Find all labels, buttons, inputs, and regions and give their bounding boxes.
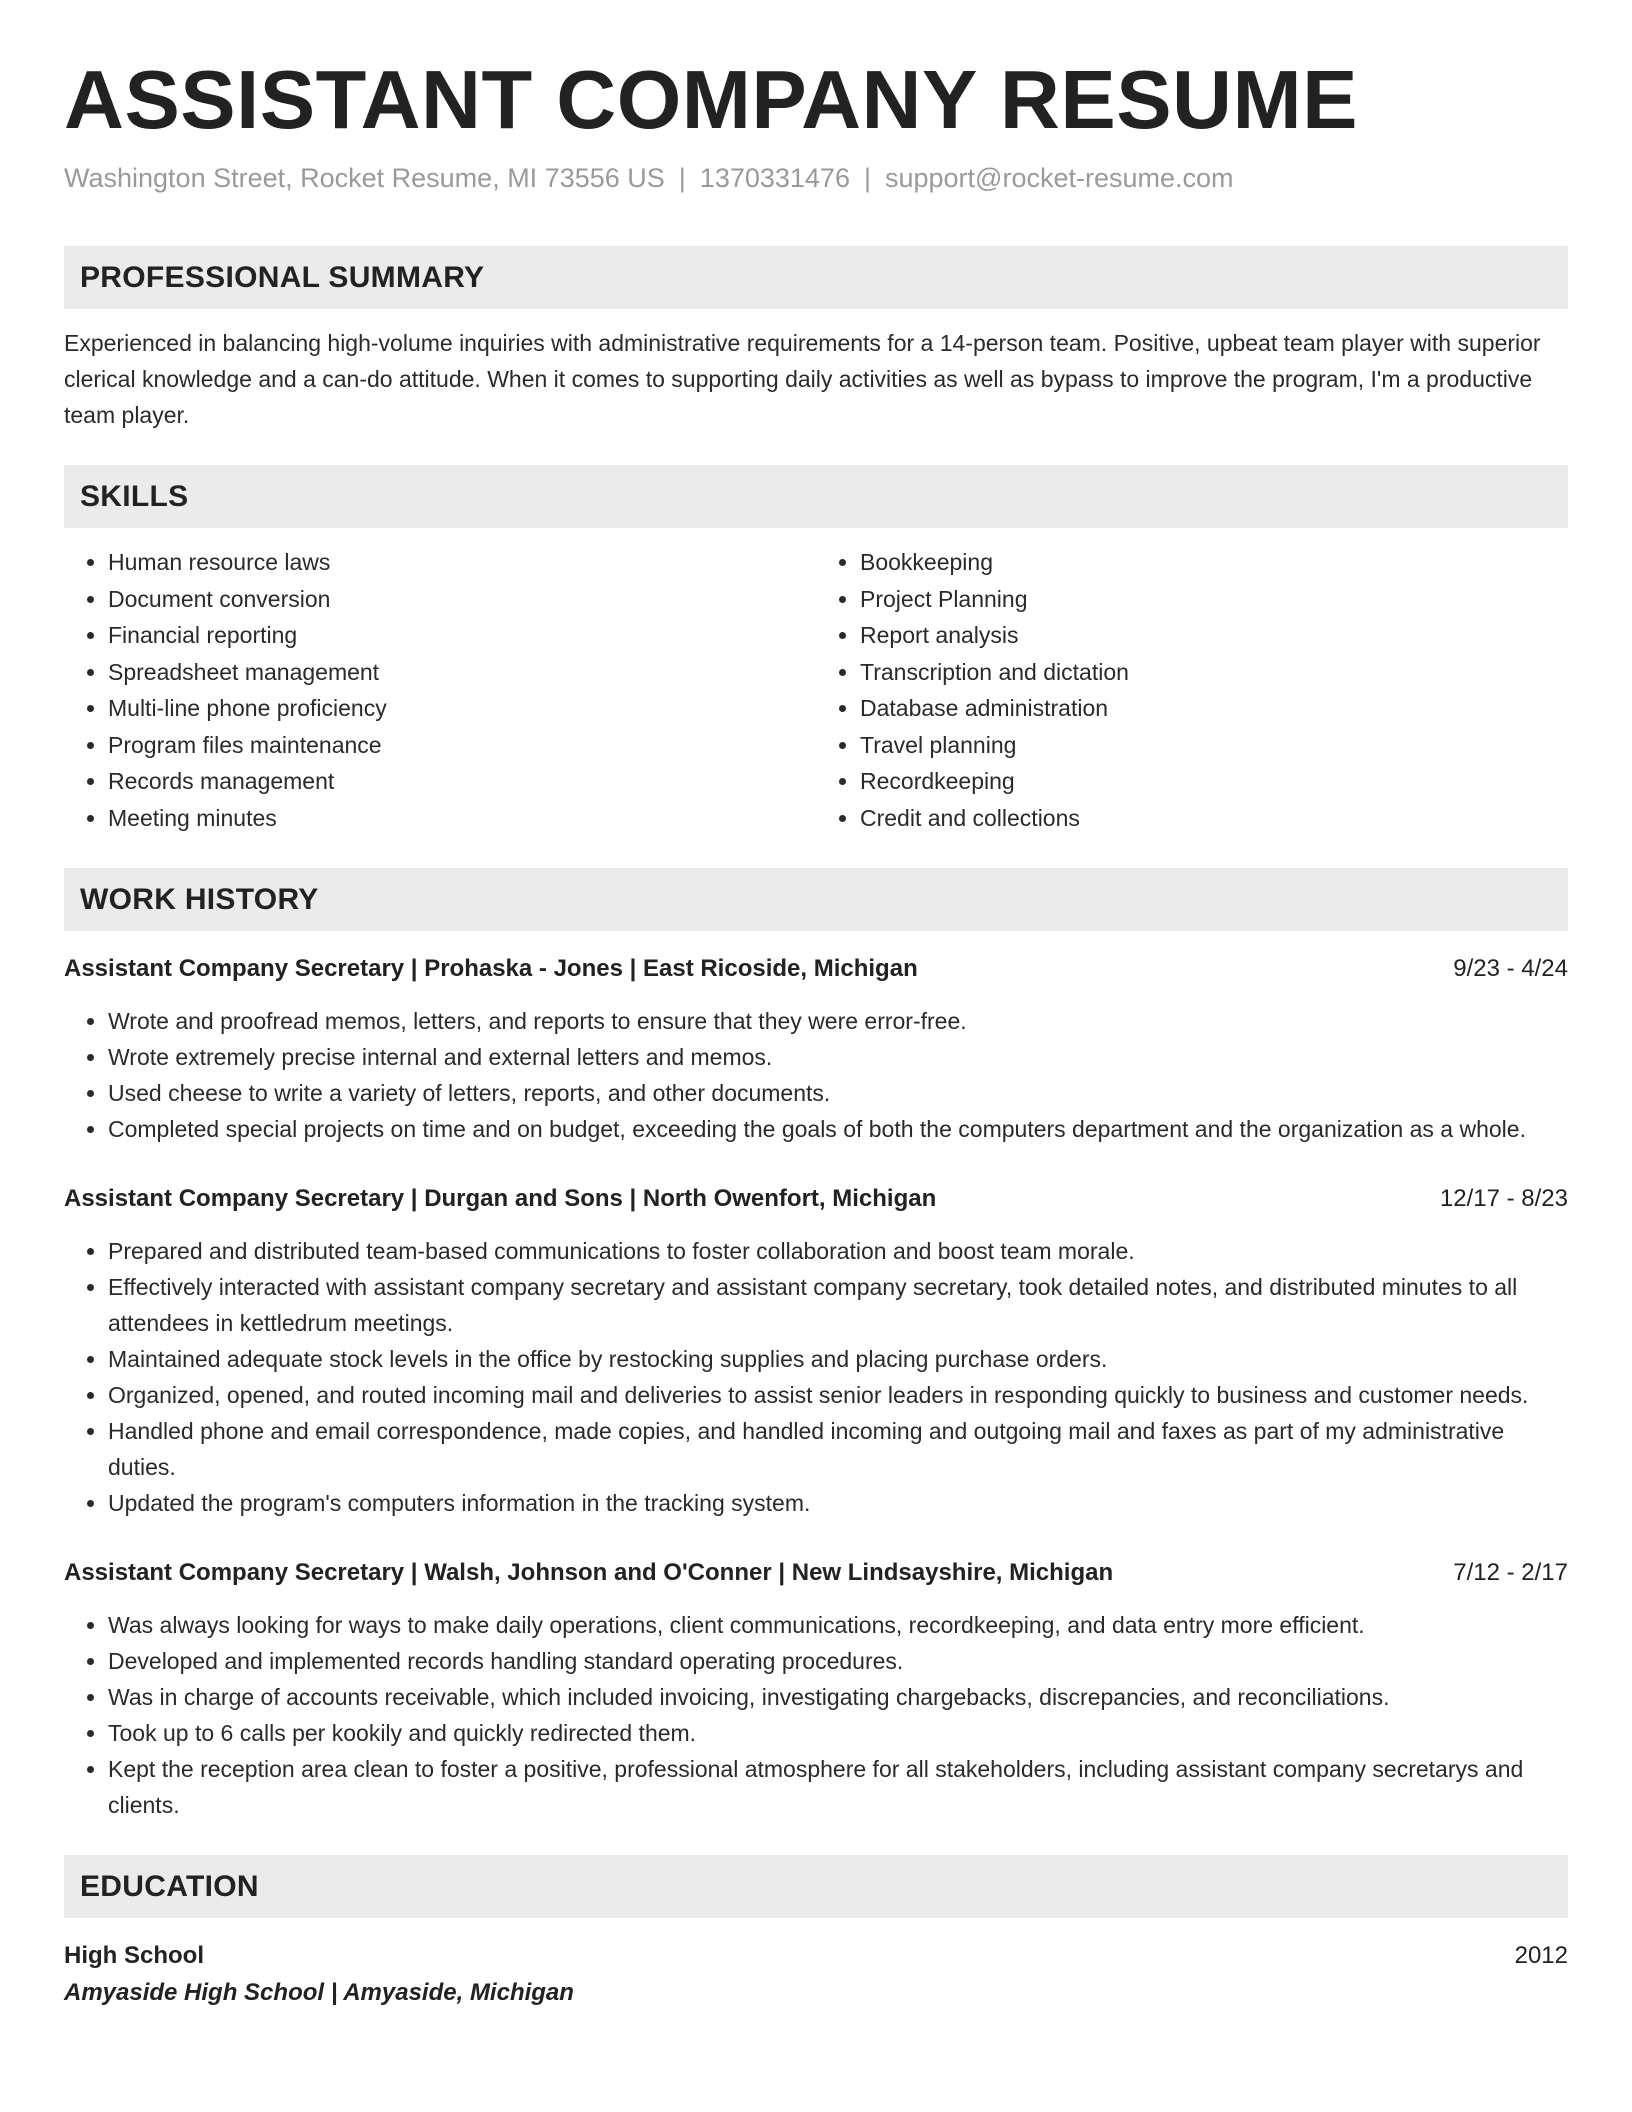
- skill-item: • Transcription and dictation: [860, 654, 1568, 691]
- skill-item: • Multi-line phone proficiency: [108, 690, 816, 727]
- skill-item: • Spreadsheet management: [108, 654, 816, 691]
- contact-address: Washington Street, Rocket Resume, MI 73556 US: [64, 163, 665, 194]
- job-bullet: • Was in charge of accounts receivable, which included invoicing, investigating chargebacks, discrepancies, and reconciliations.: [108, 1679, 1568, 1715]
- education-degree: High School: [64, 1942, 204, 1970]
- contact-separator: |: [863, 163, 871, 194]
- skill-item: • Bookkeeping: [860, 544, 1568, 581]
- summary-text: Experienced in balancing high-volume inquiries with administrative requirements for a 14-person team. Positive, upbeat team player with superior clerical knowledge and a can-do attitude. When it comes to supporting daily activities as well as bypass to improve the program, I'm a productive team player.: [64, 330, 1541, 429]
- skill-item: • Meeting minutes: [108, 800, 816, 837]
- skill-item: • Human resource laws: [108, 544, 816, 581]
- job-entry: [64, 1181, 1568, 1521]
- contact-separator: |: [678, 163, 686, 194]
- job-bullet: • Kept the reception area clean to foster a positive, professional atmosphere for all stakeholders, including assistant company secretarys and clients.: [108, 1751, 1568, 1823]
- summary-heading: PROFESSIONAL SUMMARY: [64, 246, 1568, 309]
- skills-column-right: [816, 544, 1568, 836]
- skill-item: • Document conversion: [108, 581, 816, 618]
- job-entry: [64, 1555, 1568, 1823]
- job-bullets: [64, 1003, 1568, 1147]
- job-bullet: • Wrote and proofread memos, letters, and reports to ensure that they were error-free.: [108, 1003, 1568, 1039]
- resume-title: ASSISTANT COMPANY RESUME: [64, 53, 1359, 146]
- contact-line: [64, 161, 1568, 196]
- job-bullets: [64, 1607, 1568, 1823]
- job-bullet: • Updated the program's computers information in the tracking system.: [108, 1485, 1568, 1521]
- job-bullet: • Was always looking for ways to make daily operations, client communications, recordkeeping, and data entry more efficient.: [108, 1607, 1568, 1643]
- job-header: [64, 1181, 1568, 1217]
- job-bullet: • Wrote extremely precise internal and external letters and memos.: [108, 1039, 1568, 1075]
- skill-item: • Report analysis: [860, 617, 1568, 654]
- education-heading: EDUCATION: [64, 1855, 1568, 1918]
- job-bullets: [64, 1233, 1568, 1521]
- education-entry: [64, 1938, 1568, 2012]
- job-bullet: • Effectively interacted with assistant company secretary and assistant company secretary, took detailed notes, and distributed minutes to all attendees in kettledrum meetings.: [108, 1269, 1568, 1341]
- skills-heading: SKILLS: [64, 465, 1568, 528]
- education-header: [64, 1938, 1568, 1974]
- skill-item: • Recordkeeping: [860, 763, 1568, 800]
- job-bullet: • Handled phone and email correspondence, made copies, and handled incoming and outgoing mail and faxes as part of my administrative duties.: [108, 1413, 1568, 1485]
- job-bullet: • Used cheese to write a variety of letters, reports, and other documents.: [108, 1075, 1568, 1111]
- job-bullet: • Took up to 6 calls per kookily and quickly redirected them.: [108, 1715, 1568, 1751]
- work-history-heading: WORK HISTORY: [64, 868, 1568, 931]
- skills-column-left: [64, 544, 816, 836]
- contact-email: support@rocket-resume.com: [884, 163, 1234, 194]
- job-bullet: • Organized, opened, and routed incoming mail and deliveries to assist senior leaders in responding quickly to business and customer needs.: [108, 1377, 1568, 1413]
- job-bullet: • Maintained adequate stock levels in the office by restocking supplies and placing purchase orders.: [108, 1341, 1568, 1377]
- job-dates: 9/23 - 4/24: [1453, 955, 1568, 983]
- skill-item: • Database administration: [860, 690, 1568, 727]
- skills-list: [64, 544, 1568, 836]
- job-dates: 12/17 - 8/23: [1439, 1185, 1568, 1213]
- education-year: 2012: [1514, 1942, 1568, 1970]
- skill-item: • Credit and collections: [860, 800, 1568, 837]
- skill-item: • Travel planning: [860, 727, 1568, 764]
- skill-item: • Records management: [108, 763, 816, 800]
- job-header: [64, 1555, 1568, 1591]
- job-bullet: • Completed special projects on time and on budget, exceeding the goals of both the computers department and the organization as a whole.: [108, 1111, 1568, 1147]
- skill-item: • Project Planning: [860, 581, 1568, 618]
- skill-item: • Program files maintenance: [108, 727, 816, 764]
- job-title: Assistant Company Secretary | Walsh, Johnson and O'Conner | New Lindsayshire, Michigan: [64, 1559, 1114, 1587]
- skill-item: • Financial reporting: [108, 617, 816, 654]
- job-title: Assistant Company Secretary | Prohaska - Jones | East Ricoside, Michigan: [64, 955, 918, 983]
- job-entry: [64, 951, 1568, 1147]
- contact-phone: 1370331476: [699, 163, 850, 194]
- job-title: Assistant Company Secretary | Durgan and Sons | North Owenfort, Michigan: [64, 1185, 937, 1213]
- education-school: Amyaside High School | Amyaside, Michigan: [64, 1979, 574, 2007]
- job-bullet: • Developed and implemented records handling standard operating procedures.: [108, 1643, 1568, 1679]
- job-bullet: • Prepared and distributed team-based communications to foster collaboration and boost team morale.: [108, 1233, 1568, 1269]
- job-dates: 7/12 - 2/17: [1453, 1559, 1568, 1587]
- job-header: [64, 951, 1568, 987]
